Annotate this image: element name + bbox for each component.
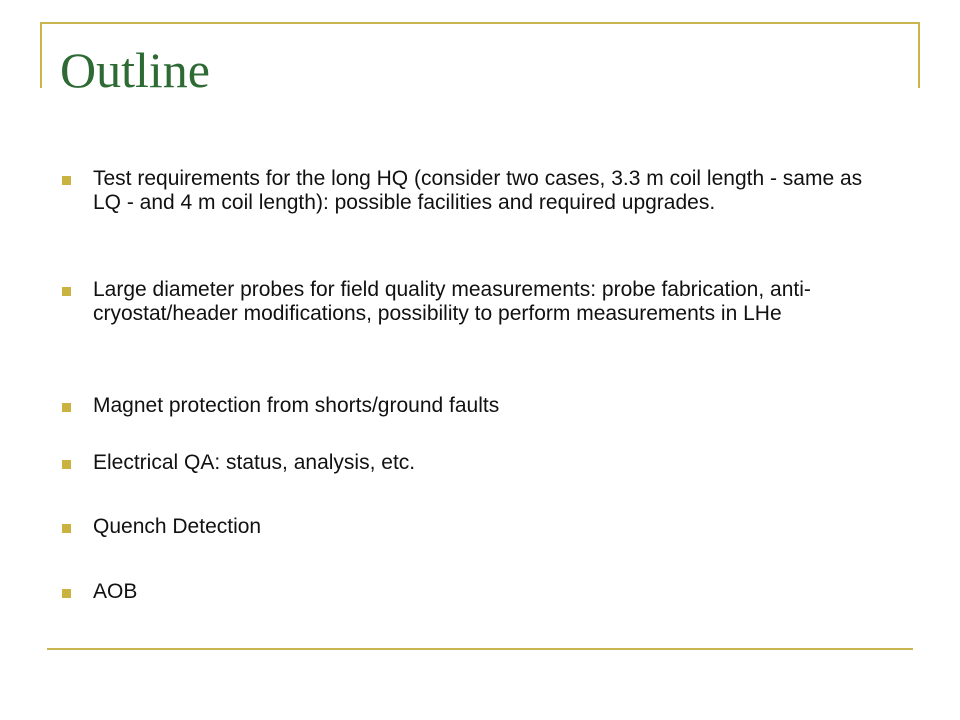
bullet-item — [62, 515, 892, 539]
bullet-text: Electrical QA: status, analysis, etc. — [93, 451, 416, 474]
title-frame-top-border — [40, 22, 920, 24]
bullet-text: Magnet protection from shorts/ground faults — [93, 394, 500, 417]
bullet-item — [62, 580, 892, 604]
slide-title: Outline — [60, 42, 210, 98]
square-bullet-icon — [62, 524, 71, 533]
square-bullet-icon — [62, 176, 71, 185]
bullet-item — [62, 167, 892, 215]
square-bullet-icon — [62, 460, 71, 469]
bullet-text: AOB — [93, 580, 138, 603]
bullet-text: Quench Detection — [93, 515, 262, 538]
bullet-item — [62, 394, 892, 418]
bullet-text: Test requirements for the long HQ (consider two cases, 3.3 m coil length - same as LQ - and 4 m coil length): possible facilities and required upgrades. — [93, 167, 863, 214]
bullet-item — [62, 451, 892, 475]
bullet-item — [62, 278, 892, 326]
title-frame-right-border — [918, 22, 920, 88]
square-bullet-icon — [62, 287, 71, 296]
bullet-text: Large diameter probes for field quality measurements: probe fabrication, anti-cryostat/header modifications, possibility to perform measurements in LHe — [93, 278, 811, 325]
square-bullet-icon — [62, 403, 71, 412]
bottom-divider — [47, 648, 913, 650]
square-bullet-icon — [62, 589, 71, 598]
title-frame-left-border — [40, 22, 42, 88]
